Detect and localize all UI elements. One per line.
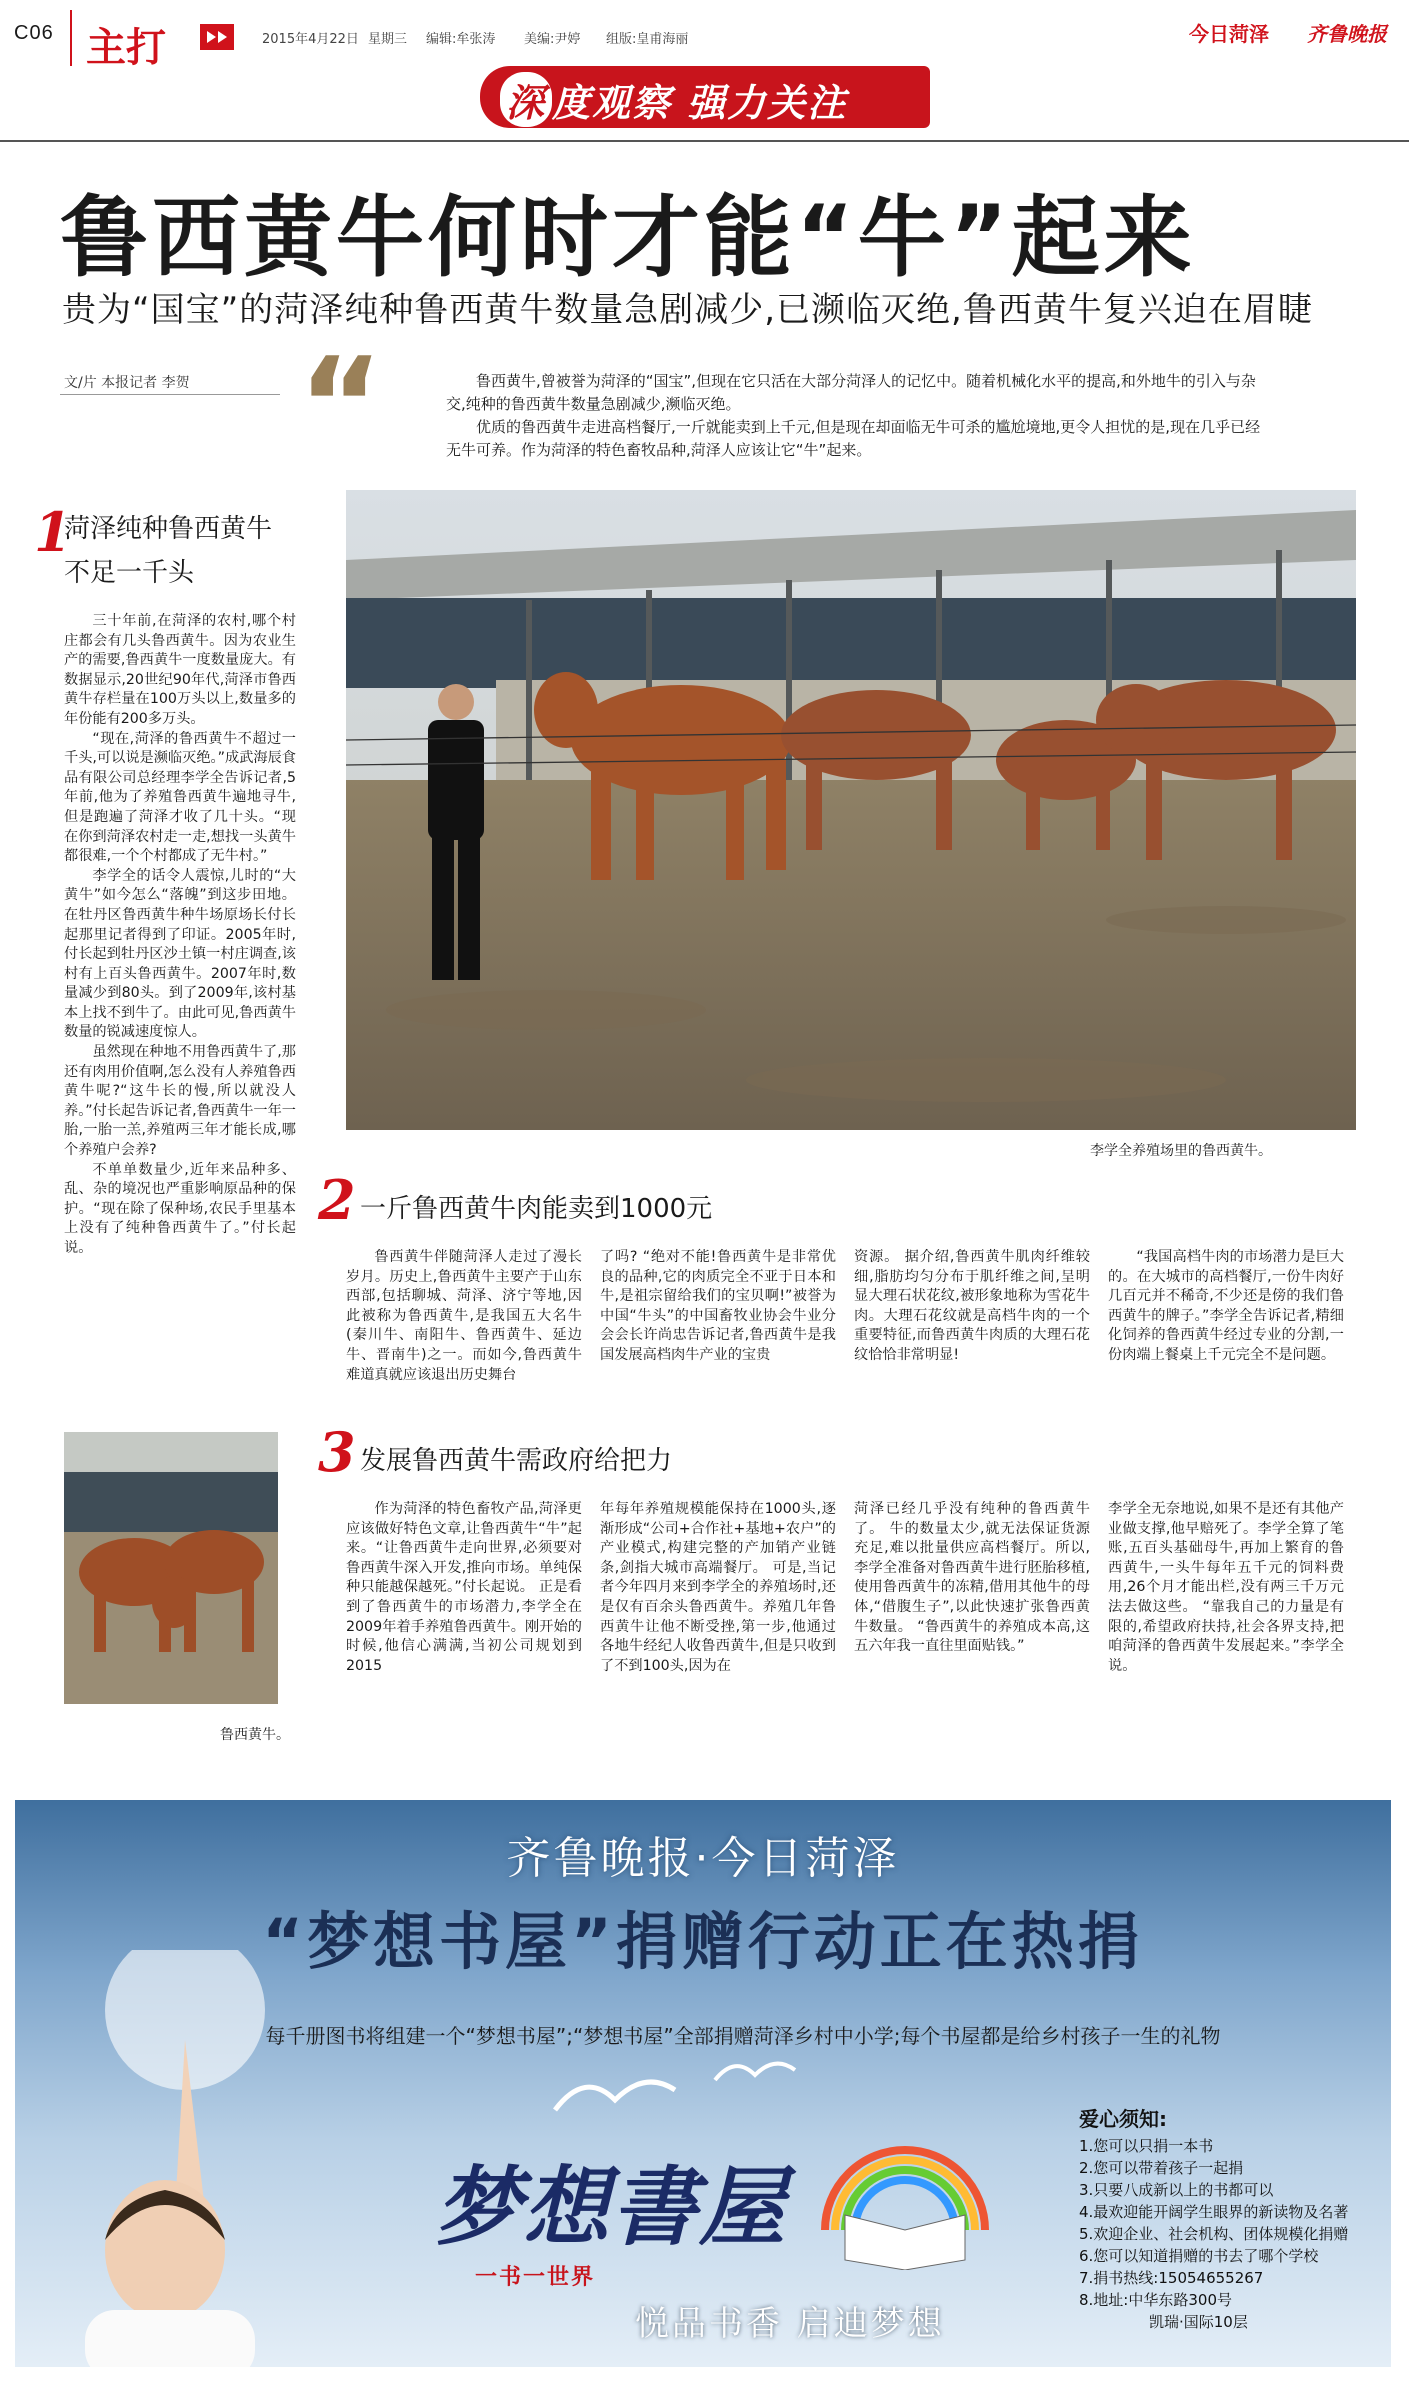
column-banner [480,66,930,128]
issue-weekday: 星期三 [368,32,408,47]
ad-note-1: 1.您可以只捐一本书 [1079,2137,1214,2155]
section-3-number: 3 [318,1420,356,1484]
subheadline: 贵为“国宝”的菏泽纯种鲁西黄牛数量急剧减少,已濒临灭绝,鲁西黄牛复兴迫在眉睫 [62,290,1313,330]
sec3-col-2: 年每年养殖规模能保持在1000头,逐渐形成“公司+合作社+基地+农户”的产业模式,构建完整的产加销产业链条,剑指大城市高端餐厅。 可是,当记者今年四月来到李学全的养殖场时,还是仅有百余头鲁西黄牛。养殖几年鲁西黄牛让他不断受挫,第一步,他通过各地牛经纪人收鲁西黄牛,但是只收到了不到100头,因为在 [600,1501,836,1674]
edition-name: 今日菏泽 [1189,22,1269,46]
section-1-title-line2: 不足一千头 [64,558,195,588]
ad-note-8: 8.地址:中华东路300号 [1079,2291,1232,2309]
ad-note-3: 3.只要八成新以上的书都可以 [1079,2181,1274,2199]
ad-notes-title: 爱心须知: [1079,2107,1167,2131]
ad-note-2: 2.您可以带着孩子一起捐 [1079,2159,1244,2177]
sec2-col-1: 鲁西黄牛伴随菏泽人走过了漫长岁月。历史上,鲁西黄牛主要产于山东西部,包括聊城、菏泽、济宁等地,因此被称为鲁西黄牛,是我国五大名牛(秦川牛、南阳牛、鲁西黄牛、延边牛、晋南牛)之一。而如今,鲁西黄牛难道真就应该退出历史舞台 [346,1249,582,1383]
double-arrow-icon [200,24,234,50]
lead-para-2: 优质的鲁西黄牛走进高档餐厅,一斤就能卖到上千元,但是现在却面临无牛可杀的尴尬境地,更令人担忧的是,现在几乎已经无牛可养。作为菏泽的特色畜牧品种,菏泽人应该让它“牛”起来。 [446,418,1261,459]
ad-slogan: 悦品书香 启迪梦想 [635,2304,945,2344]
child-reaching-illustration [15,1950,435,2367]
section-name: 主打 [86,25,166,71]
sec3-col-4: 李学全无奈地说,如果不是还有其他产业做支撑,他早赔死了。李学全算了笔账,五百头基础母牛,再加上繁育的鲁西黄牛,一头牛每年五千元的饲料费用,26个月才能出栏,没有两三千万元法去做这些。 “靠我自己的力量是有限的,希望政府扶持,社会各界支持,把咱菏泽的鲁西黄牛发展起来。”李学全说。 [1108,1501,1344,1674]
art-editor-credit: 美编:尹婷 [524,32,581,47]
newspaper-logo: 齐鲁晚报 [1307,22,1387,46]
page-number: C06 [14,22,54,44]
issue-date: 2015年4月22日 [262,32,359,47]
sec3-col-3: 菏泽已经几乎没有纯种的鲁西黄牛了。 牛的数量太少,就无法保证货源充足,难以批量供应高档餐厅。所以,李学全准备对鲁西黄牛进行胚胎移植,使用鲁西黄牛的冻精,借用其他牛的母体,“借腹生子”,以此快速扩张鲁西黄牛数量。 “鲁西黄牛的养殖成本高,这五六年我一直往里面贴钱。” [854,1501,1090,1655]
section-1-number: 1 [34,500,72,564]
section-1-body [64,612,296,1259]
headline: 鲁西黄牛何时才能“牛”起来 [60,186,1196,289]
sec1-para-5: 不单单数量少,近年来品种多、乱、杂的境况也严重影响原品种的保护。“现在除了保种场,农民手里基本上没有了纯种鲁西黄牛了。”付长起说。 [64,1161,296,1256]
sec1-para-3: 李学全的话令人震惊,儿时的“大黄牛”如今怎么“落魄”到这步田地。在牡丹区鲁西黄牛种牛场原场长付长起那里记者得到了印证。2005年时,付长起到牡丹区沙土镇一村庄调查,该村有上百头鲁西黄牛。2007年时,数量减少到80头。到了2009年,该村基本上找不到牛了。由此可见,鲁西黄牛数量的锐减速度惊人。 [64,867,296,1041]
section-1-title-line1: 菏泽纯种鲁西黄牛 [64,514,273,544]
ad-note-7: 7.捐书热线:15054655267 [1079,2269,1264,2287]
ad-subline: 每千册图书将组建一个“梦想书屋”;“梦想书屋”全部捐赠菏泽乡村中小学;每个书屋都是给乡村孩子一生的礼物 [265,2024,1221,2048]
lead-paragraph [446,370,1266,462]
byline-rule [60,394,280,395]
ad-logo-subtitle: 一书一世界 [475,2265,596,2290]
ad-note-4: 4.最欢迎能开阔学生眼界的新读物及名著 [1079,2203,1349,2221]
small-photo-caption: 鲁西黄牛。 [220,1727,290,1743]
section-2-title: 一斤鲁西黄牛肉能卖到1000元 [360,1194,713,1224]
sec1-para-1: 三十年前,在菏泽的农村,哪个村庄都会有几头鲁西黄牛。因为农业生产的需要,鲁西黄牛一度数量庞大。有数据显示,20世纪90年代,菏泽市鲁西黄牛存栏量在100万头以上,数量多的年份能有200多万头。 [64,613,296,727]
section-2-number: 2 [318,1168,356,1232]
editor-credit: 编辑:牟张涛 [426,32,496,47]
ad-logo-text: 梦想書屋 [435,2157,787,2258]
sec2-col-4: “我国高档牛肉的市场潜力是巨大的。在大城市的高档餐厅,一份牛肉好几百元并不稀奇,不少还是傍的我们鲁西黄牛的牌子。”李学全告诉记者,精细化饲养的鲁西黄牛经过专业的分割,一份肉端上餐桌上千元完全不是问题。 [1108,1249,1344,1363]
dream-bookhouse-ad [15,1800,1391,2367]
main-photo-cattle [346,490,1356,1130]
ad-note-5: 5.欢迎企业、社会机构、团体规模化捐赠 [1079,2225,1349,2243]
sec3-col-1: 作为菏泽的特色畜牧产品,菏泽更应该做好特色文章,让鲁西黄牛“牛”起来。“让鲁西黄牛走向世界,必须要对鲁西黄牛深入开发,推向市场。单纯保种只能越保越死。”付长起说。 正是看到了鲁西黄牛的市场潜力,李学全在2009年着手养殖鲁西黄牛。刚开始的时候,他信心满满,当初公司规划到2015 [346,1501,582,1674]
rainbow-book-icon [805,2120,1005,2270]
ad-headline: “梦想书屋”捐赠行动正在热捐 [262,1905,1144,1978]
lead-para-1: 鲁西黄牛,曾被誉为菏泽的“国宝”,但现在它只活在大部分菏泽人的记忆中。随着机械化水平的提高,和外地牛的引入与杂交,纯种的鲁西黄牛数量急剧减少,濒临灭绝。 [446,372,1256,413]
banner-ring-char: 深 [500,72,552,127]
sec2-col-2: 了吗? “绝对不能!鲁西黄牛是非常优良的品种,它的肉质完全不亚于日本和牛,是祖宗留给我们的宝贝啊!”被誉为中国“牛头”的中国畜牧业协会牛业分会会长许尚忠告诉记者,鲁西黄牛是我国发展高档肉牛产业的宝贵 [600,1249,836,1363]
small-photo-cattle [64,1432,278,1704]
layout-credit: 组版:皇甫海丽 [606,32,689,47]
sec1-para-2: “现在,菏泽的鲁西黄牛不超过一千头,可以说是濒临灭绝。”成武海辰食品有限公司总经理李学全告诉记者,5年前,他为了养殖鲁西黄牛遍地寻牛,但是跑遍了菏泽才收了几十头。“现在你到菏泽农村走一走,想找一头黄牛都很难,一个个村都成了无牛村。” [64,730,296,865]
header-rule [0,140,1409,142]
ad-note-9: 凯瑞·国际10层 [1149,2313,1248,2331]
main-photo-caption: 李学全养殖场里的鲁西黄牛。 [1090,1143,1272,1159]
byline: 文/片 本报记者 李贺 [64,375,190,391]
banner-text: 度观察 强力关注 [552,81,848,125]
quote-mark-icon: “ [298,329,384,481]
ad-note-6: 6.您可以知道捐赠的书去了哪个学校 [1079,2247,1319,2265]
section-3-title: 发展鲁西黄牛需政府给把力 [360,1446,673,1476]
sec2-col-3: 资源。 据介绍,鲁西黄牛肌肉纤维较细,脂肪均匀分布于肌纤维之间,呈明显大理石状花纹,被形象地称为雪花牛肉。大理石花纹就是高档牛肉的一个重要特征,而鲁西黄牛肉质的大理石花纹恰恰非常明显! [854,1249,1090,1363]
sec1-para-4: 虽然现在种地不用鲁西黄牛了,那还有肉用价值啊,怎么没有人养殖鲁西黄牛呢?“这牛长的慢,所以就没人养。”付长起告诉记者,鲁西黄牛一年一胎,一胎一羔,养殖两三年才能长成,哪个养殖户会养? [64,1044,296,1159]
header-divider [70,10,72,66]
ad-top-line: 齐鲁晚报·今日菏泽 [506,1833,900,1884]
ad-notes [1079,2105,1389,2333]
